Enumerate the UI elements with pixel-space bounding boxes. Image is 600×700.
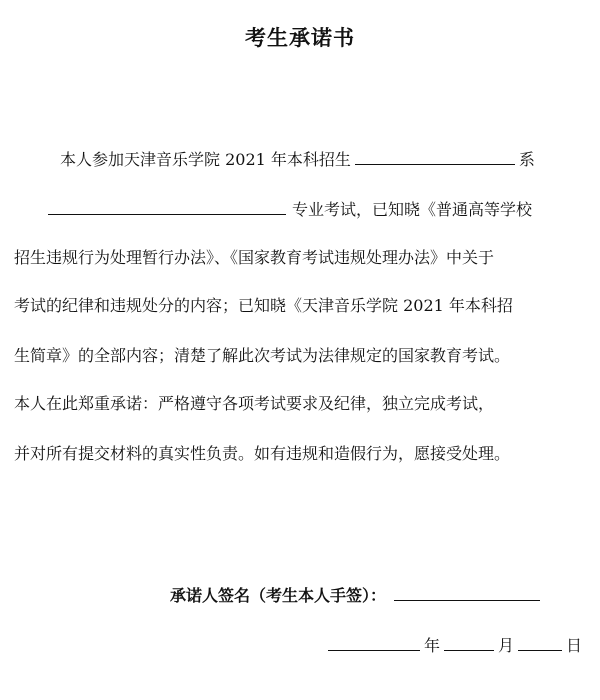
- pledge-line-6: 本人在此郑重承诺：严格遵守各项考试要求及纪律，独立完成考试，: [14, 394, 495, 413]
- department-blank: [355, 146, 515, 165]
- page-title: 考生承诺书: [245, 26, 355, 50]
- pledge-line-5: 生简章》的全部内容；清楚了解此次考试为法律规定的国家教育考试。: [14, 346, 511, 365]
- pledge-line-3: 招生违规行为处理暂行办法》、《国家教育考试违规处理办法》中关于: [14, 248, 495, 267]
- pledge-line-1-prefix: 本人参加天津音乐学院 2021 年本科招生: [60, 150, 351, 169]
- signature-label: 承诺人签名（考生本人手签）：: [170, 586, 387, 605]
- year-label: 年: [424, 636, 441, 655]
- day-blank: [518, 632, 562, 651]
- year-blank: [328, 632, 420, 651]
- pledge-line-1: [60, 146, 535, 174]
- month-label: 月: [498, 636, 515, 655]
- pledge-line-4: 考试的纪律和违规处分的内容；已知晓《天津音乐学院 2021 年本科招: [14, 296, 513, 315]
- pledge-line-2-text: 专业考试，已知晓《普通高等学校: [292, 200, 533, 219]
- month-blank: [444, 632, 494, 651]
- major-blank: [48, 196, 286, 215]
- day-label: 日: [566, 636, 583, 655]
- pledge-line-1-suffix: 系: [518, 150, 535, 169]
- signature-blank: [394, 582, 540, 601]
- date-row: [328, 632, 582, 660]
- signature-row: [170, 582, 540, 610]
- pledge-line-7: 并对所有提交材料的真实性负责。如有违规和造假行为，愿接受处理。: [14, 444, 511, 463]
- pledge-line-2: [48, 196, 532, 224]
